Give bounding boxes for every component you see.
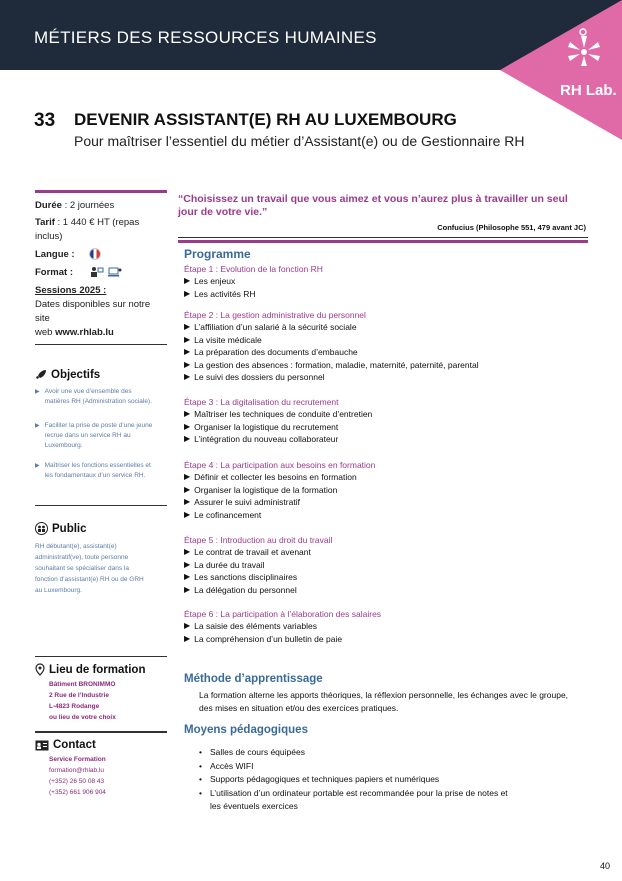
moyens-heading: Moyens pédagogiques bbox=[184, 724, 308, 736]
duree-line: Durée : 2 journées bbox=[35, 200, 115, 211]
divider bbox=[178, 240, 588, 243]
page-category-title: MÉTIERS DES RESSOURCES HUMAINES bbox=[34, 28, 377, 47]
list-item: ▶ La compréhension d’un bulletin de paie bbox=[184, 633, 343, 644]
phone-number: (+352) 26 50 08 43 bbox=[49, 778, 105, 785]
triangle-bullet-icon: ▶ bbox=[35, 463, 40, 469]
list-item: ▶ La préparation des documents d’embauche bbox=[184, 347, 358, 357]
list-item: • Salles de cours équipées bbox=[199, 747, 305, 757]
format-line: Format : bbox=[35, 266, 167, 280]
sessions-web: web www.rhlab.lu bbox=[35, 327, 114, 338]
stage-3: Étape 3 : La digitalisation du recrutement ▶ Maîtriser les techniques de conduite d’entretien ▶ Organiser la logistique du recrutement ▶ L’intégration du nouveau collaborateur bbox=[184, 397, 584, 446]
list-item: ▶ La saisie des éléments variables bbox=[184, 621, 317, 631]
list-item: ▶ Organiser la logistique du recrutement bbox=[184, 421, 339, 432]
objectifs-heading: Objectifs bbox=[35, 369, 167, 381]
page-number: 40 bbox=[600, 861, 611, 871]
objectifs-list bbox=[35, 387, 167, 481]
quote-text: “Choisissez un travail que vous aimez et vous n’aurez plus à travailler un seul jour de votre vie.” bbox=[178, 193, 568, 218]
stage-6: Étape 6 : La participation à l’élaboration des salaires ▶ La saisie des éléments variables ▶ La compréhension d’un bulletin de paie bbox=[184, 609, 584, 645]
programme-heading: Programme bbox=[184, 247, 251, 261]
list-item: ▶ Définir et collecter les besoins en formation bbox=[184, 472, 357, 482]
rh-lab-logo bbox=[500, 0, 622, 140]
contact-card-icon bbox=[35, 740, 49, 751]
methode-heading: Méthode d’apprentissage bbox=[184, 673, 323, 685]
list-item: ▶ La délégation du personnel bbox=[184, 584, 297, 595]
lieu-heading: Lieu de formation bbox=[35, 663, 167, 676]
left-sidebar bbox=[35, 190, 167, 798]
list-item: ▶ Faciliter la prise de poste d’une jeune recrue dans un service RH au Luxembourg. bbox=[35, 422, 153, 449]
moyens-list bbox=[199, 746, 579, 814]
sessions-label: Sessions 2025 : bbox=[35, 285, 107, 296]
list-item: ▶ La visite médicale bbox=[184, 334, 262, 345]
quote-source: Confucius (Philosophe 551, 479 avant JC) bbox=[437, 223, 586, 232]
list-item: ▶ Le contrat de travail et avenant bbox=[184, 547, 311, 557]
email-link[interactable]: formation@rhlab.lu bbox=[49, 767, 105, 774]
location-pin-icon bbox=[35, 663, 45, 676]
list-item: ▶ Assurer le suivi administratif bbox=[184, 497, 300, 507]
website-link[interactable]: www.rhlab.lu bbox=[55, 327, 114, 338]
mobile-number: (+352) 661 906 904 bbox=[49, 789, 106, 796]
list-item: ▶ Le suivi des dossiers du personnel bbox=[184, 372, 325, 382]
stage-4: Étape 4 : La participation aux besoins en formation ▶ Définir et collecter les besoins en formation ▶ Organiser la logistique de la formation ▶ Assurer le suivi administratif ▶ Le cofinancement bbox=[184, 460, 584, 521]
classroom-icon bbox=[90, 266, 104, 278]
flag-fr-icon bbox=[89, 248, 101, 260]
tarif-line: Tarif : 1 440 € HT (repas inclus) bbox=[35, 217, 140, 242]
public-text: RH débutant(e), assistant(e) administratif(ve), toute personne souhaitant se spécialiser dans la fonction d’assistant(e) RH ou de GRH au Luxembourg. bbox=[35, 543, 144, 594]
lieu-address: Bâtiment BRONIMMO 2 Rue de l’Industrie L-4823 Rodange ou lieu de votre choix bbox=[49, 681, 116, 721]
divider bbox=[178, 237, 588, 238]
formation-title: DEVENIR ASSISTANT(E) RH AU LUXEMBOURG bbox=[74, 110, 457, 129]
list-item: • Accès WIFI bbox=[199, 760, 254, 771]
formation-number: 33 bbox=[34, 110, 56, 131]
rocket-icon bbox=[35, 369, 47, 381]
langue-line: Langue : bbox=[35, 248, 167, 262]
divider bbox=[35, 731, 167, 733]
divider bbox=[35, 656, 167, 657]
list-item: ▶ Avoir une vue d’ensemble des matières RH (Administration sociale). bbox=[35, 388, 152, 405]
list-item: ▶ La durée du travail bbox=[184, 559, 265, 570]
list-item: • L’utilisation d’un ordinateur portable est recommandée pour la prise de notes et bbox=[199, 787, 508, 798]
remote-icon bbox=[108, 266, 122, 278]
stage-1: Étape 1 : Evolution de la fonction RH ▶ Les enjeux ▶ Les activités RH bbox=[184, 264, 584, 300]
list-item: • Supports pédagogiques et techniques papiers et numériques bbox=[199, 774, 440, 784]
list-item: ▶ L’intégration du nouveau collaborateur bbox=[184, 434, 339, 444]
methode-text: La formation alterne les apports théoriques, la réflexion personnelle, les échanges avec le groupe, des mises en situation et/ou des exercices pratiques. bbox=[199, 690, 569, 713]
list-item: ▶ Les activités RH bbox=[184, 288, 256, 299]
list-item: ▶ Les sanctions disciplinaires bbox=[184, 572, 298, 582]
list-item: ▶ La gestion des absences : formation, maladie, maternité, paternité, parental bbox=[184, 359, 479, 370]
list-item: ▶ Le cofinancement bbox=[184, 509, 262, 520]
divider bbox=[35, 505, 167, 506]
sessions-text: Dates disponibles sur notre site bbox=[35, 299, 151, 324]
stage-5: Étape 5 : Introduction au droit du travail ▶ Le contrat de travail et avenant ▶ La durée du travail ▶ Les sanctions disciplinaires ▶ La délégation du personnel bbox=[184, 535, 584, 596]
contact-details: Service Formation formation@rhlab.lu (+352) 26 50 08 43 (+352) 661 906 904 bbox=[49, 754, 167, 798]
formation-subtitle: Pour maîtriser l’essentiel du métier d’Assistant(e) ou de Gestionnaire RH bbox=[74, 133, 525, 149]
people-icon bbox=[35, 522, 48, 535]
list-item: ▶ Maîtriser les fonctions essentielles et les fondamentaux d’un service RH. bbox=[35, 462, 151, 479]
public-heading: Public bbox=[35, 522, 167, 535]
logo-text: RH Lab. bbox=[560, 82, 617, 99]
list-item: les éventuels exercices bbox=[209, 801, 298, 811]
list-item: ▶ L’affiliation d’un salarié à la sécurité sociale bbox=[184, 322, 357, 332]
stage-2: Étape 2 : La gestion administrative du personnel ▶ L’affiliation d’un salarié à la sécurité sociale ▶ La visite médicale ▶ La préparation des documents d’embauche ▶ La gestion des absences : formation, maladie, maternité, paternité, parental ▶ Le suivi des dossiers du personnel bbox=[184, 310, 584, 384]
triangle-bullet-icon: ▶ bbox=[35, 389, 40, 395]
list-item: ▶ Les enjeux bbox=[184, 276, 236, 286]
contact-heading: Contact bbox=[35, 739, 167, 751]
list-item: ▶ Maîtriser les techniques de conduite d’entretien bbox=[184, 409, 373, 419]
triangle-bullet-icon: ▶ bbox=[35, 423, 40, 429]
divider bbox=[35, 344, 167, 345]
divider bbox=[35, 190, 167, 193]
list-item: ▶ Organiser la logistique de la formation bbox=[184, 484, 338, 495]
